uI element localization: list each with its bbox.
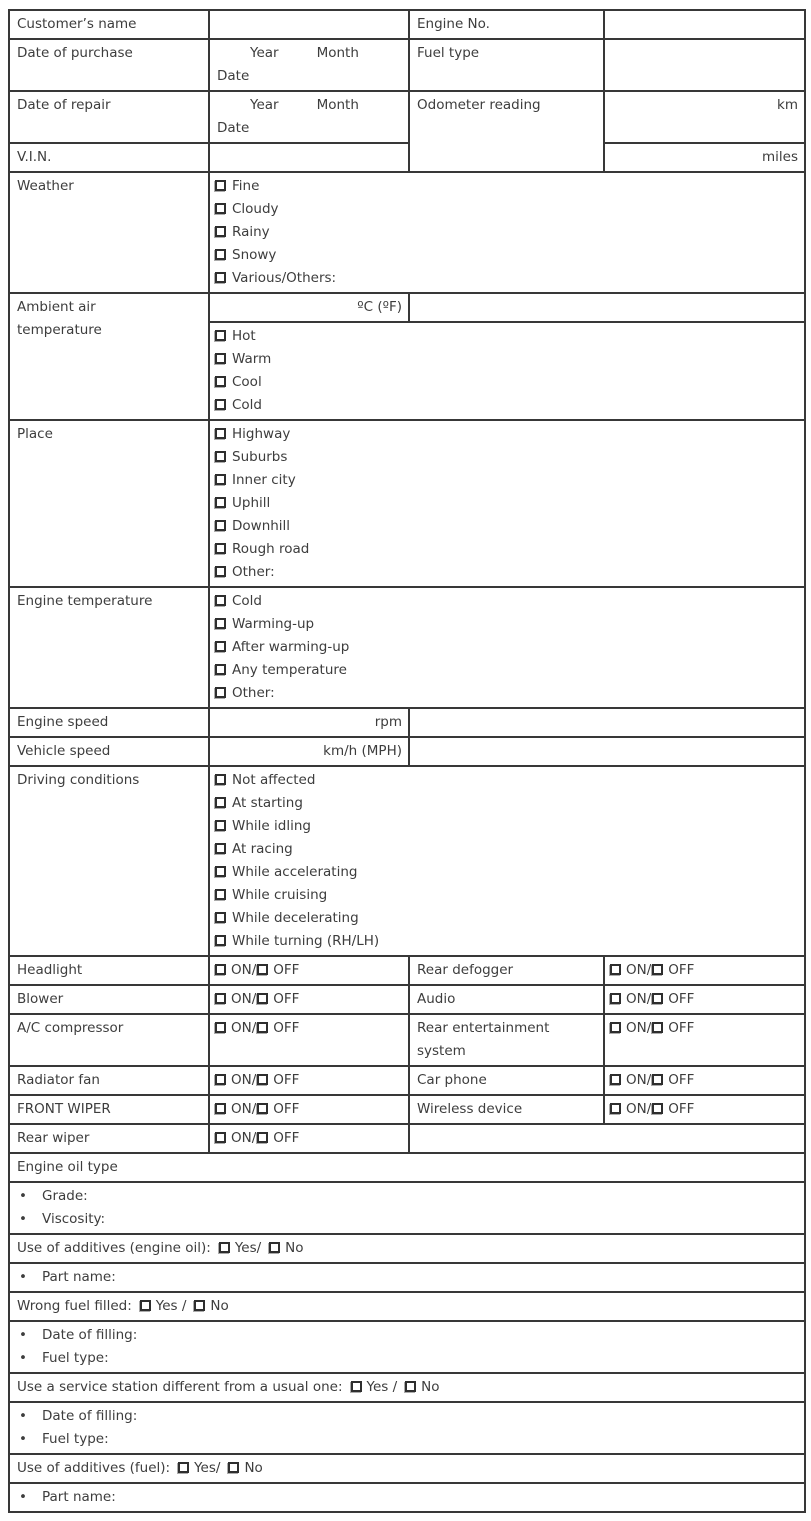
front-wiper-label: FRONT WIPER [9,1095,209,1124]
bullet-item-part-name [17,1266,797,1289]
checkbox-option-label: At racing [232,841,293,857]
no-label: No [210,1298,229,1314]
checkbox-option[interactable] [215,636,799,659]
part-name-label: Part name: [42,1269,116,1285]
blower-label: Blower [9,985,209,1014]
additives-oil-label: Use of additives (engine oil): [17,1240,211,1256]
ambient-temperature-label: Ambient air temperature [9,293,209,420]
off-label: OFF [668,1101,695,1117]
off-checkbox-icon[interactable] [652,993,663,1004]
bullet-item-fuel-type [17,1347,797,1370]
bullet-item-fuel-type [17,1428,797,1451]
bullet-icon: • [19,1211,27,1227]
row-place [9,420,805,587]
customer-name-field[interactable] [209,10,409,39]
audio-onoff[interactable] [604,985,805,1014]
on-label: ON/ [626,991,652,1007]
row-engine-oil-type [9,1153,805,1182]
row-additives-oil [9,1234,805,1263]
odometer-miles-field[interactable] [604,143,805,172]
rear-wiper-label: Rear wiper [9,1124,209,1153]
rear-wiper-extra-field[interactable] [409,1124,805,1153]
checkbox-option-label: Rough road [232,541,310,557]
radiator-fan-onoff[interactable] [209,1066,409,1095]
checkbox-option-label: At starting [232,795,303,811]
checkbox-option-label: Uphill [232,495,271,511]
off-checkbox-icon[interactable] [652,1022,663,1033]
checkbox-icon[interactable] [215,641,226,652]
on-checkbox-icon[interactable] [610,1103,621,1114]
checkbox-option-label: Cold [232,397,263,413]
headlight-onoff[interactable] [209,956,409,985]
row-vin [9,143,805,172]
on-checkbox-icon[interactable] [610,1022,621,1033]
row-front-wiper [9,1095,805,1124]
checkbox-icon[interactable] [215,226,226,237]
row-date-of-repair [9,91,805,143]
row-headlight [9,956,805,985]
on-checkbox-icon[interactable] [215,1074,226,1085]
off-checkbox-icon[interactable] [257,964,268,975]
checkbox-option[interactable] [215,590,799,613]
checkbox-icon[interactable] [215,428,226,439]
checkbox-option-label: Other: [232,564,275,580]
month-label: Month [316,97,359,113]
fuel-type-field[interactable] [604,39,805,91]
no-label: No [244,1460,263,1476]
row-oil-grade-viscosity [9,1182,805,1234]
bullet-icon: • [19,1408,27,1424]
checkbox-icon[interactable] [215,618,226,629]
checkbox-option-label: Not affected [232,772,316,788]
on-label: ON/ [231,991,257,1007]
checkbox-icon[interactable] [215,203,226,214]
checkbox-option-label: While cruising [232,887,328,903]
checkbox-option[interactable] [215,371,799,394]
date-of-purchase-field[interactable] [209,39,409,91]
checkbox-option[interactable] [215,930,799,953]
date-of-repair-label: Date of repair [9,91,209,143]
km-unit-label: km [777,97,798,113]
on-checkbox-icon[interactable] [610,964,621,975]
wrong-fuel-cell [9,1292,805,1321]
driving-conditions-label: Driving conditions [9,766,209,956]
row-radiator-fan [9,1066,805,1095]
checkbox-option[interactable] [215,394,799,417]
checkbox-icon[interactable] [215,180,226,191]
row-part-name-fuel [9,1483,805,1512]
row-weather [9,172,805,293]
celsius-fahrenheit-unit-label: ºC (ºF) [357,299,402,315]
checkbox-icon[interactable] [215,843,226,854]
bullet-item-date-of-filling [17,1405,797,1428]
checkbox-option[interactable] [215,325,799,348]
off-checkbox-icon[interactable] [257,1022,268,1033]
bullet-item-date-of-filling [17,1324,797,1347]
ambient-temperature-value-cell[interactable] [209,293,409,322]
on-checkbox-icon[interactable] [610,993,621,1004]
checkbox-option-label: While idling [232,818,311,834]
checkbox-option[interactable] [215,838,799,861]
date-line-date [217,117,401,140]
checkbox-option[interactable] [215,492,799,515]
weather-label: Weather [9,172,209,293]
checkbox-option[interactable] [215,815,799,838]
yes-label: Yes / [155,1298,187,1314]
off-label: OFF [668,991,695,1007]
yes-checkbox-icon[interactable] [219,1242,230,1253]
checkbox-icon[interactable] [215,595,226,606]
checkbox-icon[interactable] [215,935,226,946]
month-label: Month [316,45,359,61]
off-checkbox-icon[interactable] [652,1074,663,1085]
weather-options [209,172,805,293]
additives-fuel-label: Use of additives (fuel): [17,1460,171,1476]
on-label: ON/ [626,1101,652,1117]
rear-entertainment-onoff[interactable] [604,1014,805,1066]
row-engine-speed [9,708,805,737]
wrong-fuel-label: Wrong fuel filled: [17,1298,132,1314]
checkbox-option[interactable] [215,884,799,907]
off-label: OFF [273,1130,300,1146]
checkbox-option-label: Snowy [232,247,277,263]
checkbox-icon[interactable] [215,820,226,831]
bullet-icon: • [19,1489,27,1505]
service-station-cell [9,1373,805,1402]
date-of-repair-field[interactable] [209,91,409,143]
engine-no-field[interactable] [604,10,805,39]
front-wiper-onoff[interactable] [209,1095,409,1124]
no-checkbox-icon[interactable] [194,1300,205,1311]
off-checkbox-icon[interactable] [257,1074,268,1085]
yes-label: Yes/ [194,1460,221,1476]
row-filling-info-2 [9,1402,805,1454]
audio-label: Audio [409,985,604,1014]
checkbox-option-label: Fine [232,178,260,194]
checkbox-icon[interactable] [215,912,226,923]
checkbox-option-label: Suburbs [232,449,288,465]
checkbox-option[interactable] [215,348,799,371]
yes-checkbox-icon[interactable] [140,1300,151,1311]
on-label: ON/ [626,1072,652,1088]
engine-temperature-options [209,587,805,708]
checkbox-option-label: While decelerating [232,910,359,926]
off-checkbox-icon[interactable] [257,1103,268,1114]
checkbox-icon[interactable] [215,687,226,698]
checkbox-option-label: Highway [232,426,291,442]
off-label: OFF [273,1020,300,1036]
filling-info-2-cell[interactable] [9,1402,805,1454]
miles-unit-label: miles [762,149,798,165]
checkbox-option-label: While turning (RH/LH) [232,933,380,949]
blower-onoff[interactable] [209,985,409,1014]
checkbox-option[interactable] [215,244,799,267]
on-checkbox-icon[interactable] [215,993,226,1004]
checkbox-option[interactable] [215,682,799,705]
checkbox-option[interactable] [215,446,799,469]
on-label: ON/ [231,1101,257,1117]
checkbox-icon[interactable] [215,330,226,341]
on-checkbox-icon[interactable] [215,1103,226,1114]
bullet-item-part-name [17,1486,797,1509]
row-service-station [9,1373,805,1402]
checkbox-option-label: Hot [232,328,256,344]
row-vehicle-speed [9,737,805,766]
bullet-icon: • [19,1327,27,1343]
date-of-filling-label: Date of filling: [42,1408,138,1424]
vehicle-speed-extra-field[interactable] [409,737,805,766]
on-label: ON/ [626,962,652,978]
checkbox-option-label: Rainy [232,224,270,240]
checkbox-icon[interactable] [215,520,226,531]
off-label: OFF [668,1072,695,1088]
ambient-temperature-options [209,322,805,420]
checkbox-option[interactable] [215,175,799,198]
on-label: ON/ [231,962,257,978]
checkbox-icon[interactable] [215,797,226,808]
date-of-filling-label: Date of filling: [42,1327,138,1343]
radiator-fan-label: Radiator fan [9,1066,209,1095]
engine-no-label: Engine No. [409,10,604,39]
row-blower [9,985,805,1014]
row-part-name-oil [9,1263,805,1292]
checkbox-option[interactable] [215,907,799,930]
off-label: OFF [273,1072,300,1088]
yes-checkbox-icon[interactable] [178,1462,189,1473]
date-line-date [217,65,401,88]
on-checkbox-icon[interactable] [215,1132,226,1143]
row-rear-wiper [9,1124,805,1153]
yes-label: Yes/ [234,1240,262,1256]
rpm-unit-label: rpm [374,714,402,730]
additives-fuel-cell [9,1454,805,1483]
vehicle-speed-value-cell[interactable] [209,737,409,766]
ac-compressor-onoff[interactable] [209,1014,409,1066]
row-customer-name [9,10,805,39]
engine-temperature-label: Engine temperature [9,587,209,708]
engine-speed-label: Engine speed [9,708,209,737]
checkbox-option[interactable] [215,515,799,538]
no-checkbox-icon[interactable] [405,1381,416,1392]
checkbox-option[interactable] [215,561,799,584]
on-label: ON/ [626,1020,652,1036]
part-name-oil-cell[interactable] [9,1263,805,1292]
checkbox-icon[interactable] [215,774,226,785]
on-label: ON/ [231,1072,257,1088]
date-line-year-month [217,94,401,117]
bullet-item-viscosity [17,1208,797,1231]
bullet-icon: • [19,1269,27,1285]
checkbox-option-label: Any temperature [232,662,347,678]
date-line-year-month [217,42,401,65]
odometer-label: Odometer reading [409,91,604,172]
checkbox-icon[interactable] [215,889,226,900]
wireless-device-onoff[interactable] [604,1095,805,1124]
checkbox-icon[interactable] [215,376,226,387]
rear-defogger-label: Rear defogger [409,956,604,985]
bullet-icon: • [19,1431,27,1447]
bullet-icon: • [19,1188,27,1204]
off-label: OFF [668,1020,695,1036]
row-additives-fuel [9,1454,805,1483]
checkbox-icon[interactable] [215,543,226,554]
off-label: OFF [668,962,695,978]
rear-wiper-onoff[interactable] [209,1124,409,1153]
no-checkbox-icon[interactable] [228,1462,239,1473]
checkbox-option-label: Cloudy [232,201,279,217]
checkbox-option[interactable] [215,221,799,244]
bullet-icon: • [19,1350,27,1366]
no-label: No [285,1240,304,1256]
no-label: No [421,1379,440,1395]
checkbox-icon[interactable] [215,474,226,485]
off-checkbox-icon[interactable] [652,964,663,975]
yes-checkbox-icon[interactable] [351,1381,362,1392]
customer-name-label: Customer’s name [9,10,209,39]
yes-label: Yes / [366,1379,398,1395]
row-driving-conditions [9,766,805,956]
on-checkbox-icon[interactable] [610,1074,621,1085]
viscosity-label: Viscosity: [42,1211,106,1227]
off-label: OFF [273,962,300,978]
checkbox-icon[interactable] [215,664,226,675]
headlight-label: Headlight [9,956,209,985]
place-options [209,420,805,587]
checkbox-option[interactable] [215,423,799,446]
checkbox-option[interactable] [215,769,799,792]
row-ac-compressor [9,1014,805,1066]
checkbox-option[interactable] [215,613,799,636]
wireless-device-label: Wireless device [409,1095,604,1124]
form-table [8,9,806,1513]
fuel-type-label: Fuel type: [42,1350,109,1366]
fuel-type-label: Fuel type [409,39,604,91]
car-phone-onoff[interactable] [604,1066,805,1095]
kmh-mph-unit-label: km/h (MPH) [323,743,402,759]
date-label: Date [217,68,250,84]
ambient-temperature-extra-field[interactable] [409,293,805,322]
checkbox-option-label: While accelerating [232,864,358,880]
checkbox-option[interactable] [215,469,799,492]
checkbox-icon[interactable] [215,272,226,283]
oil-grade-viscosity-cell[interactable] [9,1182,805,1234]
off-label: OFF [273,1101,300,1117]
part-name-fuel-cell[interactable] [9,1483,805,1512]
checkbox-icon[interactable] [215,497,226,508]
year-label: Year [250,45,279,61]
place-label: Place [9,420,209,587]
row-ambient-unit [9,293,805,322]
filling-info-1-cell[interactable] [9,1321,805,1373]
checkbox-option-label: Inner city [232,472,296,488]
checkbox-option[interactable] [215,861,799,884]
checkbox-option-label: Cold [232,593,263,609]
on-checkbox-icon[interactable] [215,964,226,975]
driving-conditions-options [209,766,805,956]
fuel-type-label: Fuel type: [42,1431,109,1447]
off-checkbox-icon[interactable] [257,993,268,1004]
off-checkbox-icon[interactable] [652,1103,663,1114]
checkbox-option-label: Various/Others: [232,270,337,286]
engine-speed-value-cell[interactable] [209,708,409,737]
checkbox-icon[interactable] [215,866,226,877]
on-label: ON/ [231,1130,257,1146]
on-label: ON/ [231,1020,257,1036]
checkbox-icon[interactable] [215,249,226,260]
checkbox-option-label: Cool [232,374,262,390]
service-station-label: Use a service station different from a usual one: [17,1379,343,1395]
ac-compressor-label: A/C compressor [9,1014,209,1066]
no-checkbox-icon[interactable] [269,1242,280,1253]
checkbox-icon[interactable] [215,353,226,364]
row-filling-info-1 [9,1321,805,1373]
car-phone-label: Car phone [409,1066,604,1095]
additives-oil-cell [9,1234,805,1263]
bullet-item-grade [17,1185,797,1208]
engine-oil-type-label: Engine oil type [9,1153,805,1182]
row-date-of-purchase [9,39,805,91]
odometer-km-field[interactable] [604,91,805,143]
rear-entertainment-label: Rear entertainment system [409,1014,604,1066]
checkbox-option[interactable] [215,659,799,682]
checkbox-option[interactable] [215,538,799,561]
row-engine-temperature [9,587,805,708]
checkbox-option-label: Warming-up [232,616,315,632]
part-name-label: Part name: [42,1489,116,1505]
checkbox-option-label: After warming-up [232,639,350,655]
year-label: Year [250,97,279,113]
checkbox-icon[interactable] [215,399,226,410]
vehicle-speed-label: Vehicle speed [9,737,209,766]
checkbox-option[interactable] [215,198,799,221]
date-label: Date [217,120,250,136]
row-wrong-fuel [9,1292,805,1321]
vin-label: V.I.N. [9,143,209,172]
date-of-purchase-label: Date of purchase [9,39,209,91]
vin-field[interactable] [209,143,409,172]
engine-speed-extra-field[interactable] [409,708,805,737]
checkbox-option-label: Other: [232,685,275,701]
checkbox-option-label: Downhill [232,518,291,534]
checkbox-option-label: Warm [232,351,272,367]
off-checkbox-icon[interactable] [257,1132,268,1143]
checkbox-option[interactable] [215,267,799,290]
checkbox-option[interactable] [215,792,799,815]
off-label: OFF [273,991,300,1007]
on-checkbox-icon[interactable] [215,1022,226,1033]
rear-defogger-onoff[interactable] [604,956,805,985]
checkbox-icon[interactable] [215,566,226,577]
grade-label: Grade: [42,1188,88,1204]
checkbox-icon[interactable] [215,451,226,462]
